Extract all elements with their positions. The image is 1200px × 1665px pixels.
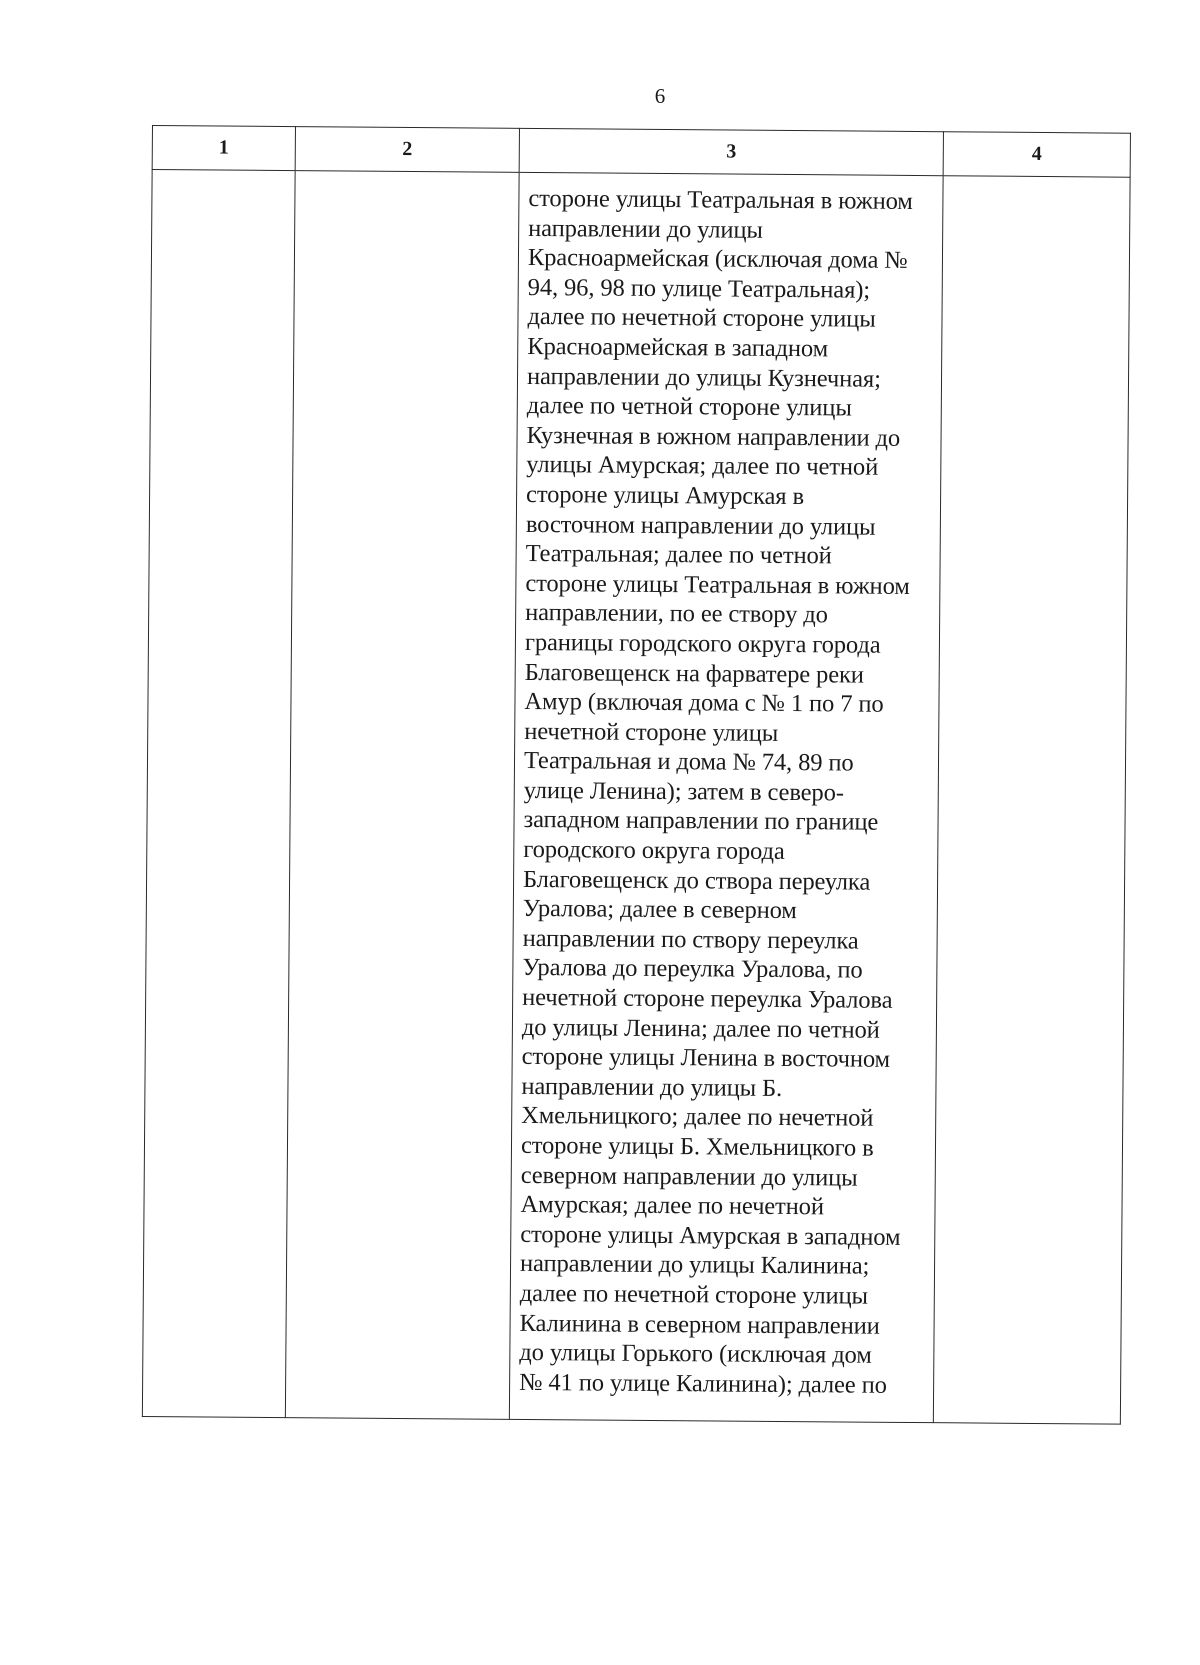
cell-col-4-text	[944, 176, 1130, 188]
cell-col-2	[285, 171, 519, 1420]
column-header-3: 3	[519, 128, 943, 175]
column-header-2: 2	[295, 127, 519, 173]
cell-col-2-text	[296, 171, 519, 184]
cell-col-4	[933, 176, 1130, 1424]
boundary-table	[142, 125, 1131, 1425]
boundary-description-text: стороне улицы Театральная в южном направлении до улицы Красноармейская (исключая дома № 94, 96, 98 по улице Театральная); далее по нечетной стороне улицы Красноармейская в западном направлении до улицы Кузнечная; далее по четной стороне улицы Кузнечная в южном направлении до улицы Амурская; далее по четной стороне улицы Амурская в восточном направлении до улицы Театральная; далее по четной стороне улицы Театральная в южном направлении, по ее створу до границы городского округа города Благовещенск на фарватере реки Амур (включая дома с № 1 по 7 по нечетной стороне улицы Театральная и дома № 74, 89 по улице Ленина); затем в северо- западном направлении по границе городского округа города Благовещенск до створа переулка Уралова; далее в северном направлении по створу переулка Уралова до переулка Уралова, по нечетной стороне переулка Уралова до улицы Ленина; далее по четной стороне улицы Ленина в восточном направлении до улицы Б. Хмельницкого; далее по нечетной стороне улицы Б. Хмельницкого в северном направлении до улицы Амурская; далее по нечетной стороне улицы Амурская в западном направлении до улицы Калинина; далее по нечетной стороне улицы Калинина в северном направлении до улицы Горького (исключая дом № 41 по улице Калинина); далее по	[519, 184, 913, 1399]
table-header-row	[152, 126, 1130, 178]
column-header-1: 1	[152, 126, 295, 171]
column-header-4: 4	[943, 132, 1130, 177]
cell-col-1	[142, 170, 295, 1418]
cell-col-3	[509, 172, 943, 1422]
table-row	[142, 170, 1130, 1425]
page-number: 6	[654, 84, 666, 108]
cell-col-1-text	[153, 170, 295, 182]
